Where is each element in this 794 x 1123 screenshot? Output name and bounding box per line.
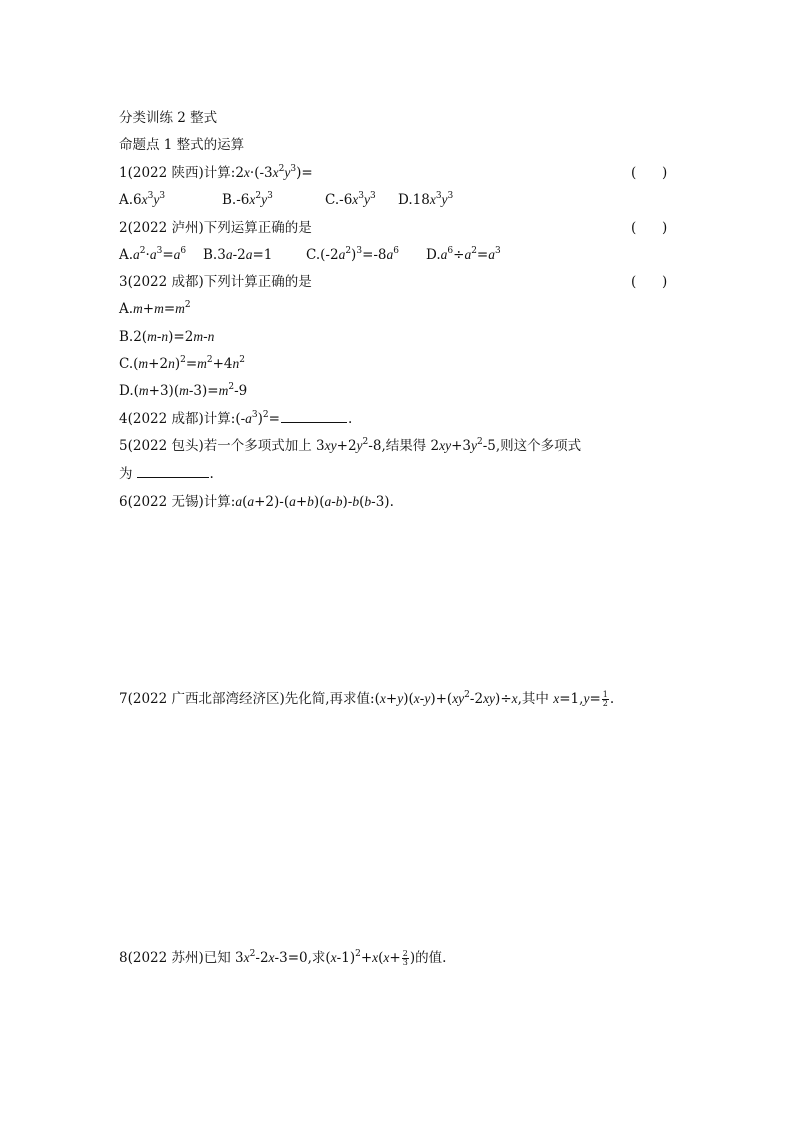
question-6: 6(2022 无锡)计算:a(a+2)-(a+b)(a-b)-b(b-3).	[119, 494, 394, 510]
question-3-option-a: $A.m+m=m^2$	[119, 300, 191, 317]
topic-title: 命题点 1 整式的运算	[119, 137, 245, 153]
question-3-option-d: $D.(m+3)(m-3)=m^2-9$	[119, 382, 248, 399]
answer-blank-5[interactable]	[137, 465, 209, 478]
question-1-options	[119, 191, 453, 209]
question-3-option-c: $C.(m+2n)^2=m^2+4n^2$	[119, 355, 246, 372]
question-1-stem: 1(2022 陕西)计算$:2x\cdot(-3x^2y^3)=$	[119, 164, 313, 181]
answer-bracket-1: ( )	[631, 165, 668, 181]
option-a: $A.a^2\cdot a^3=a^6$	[119, 246, 187, 263]
question-4: 4(2022 成都)计算$:(-a^3)^2=$ .	[119, 410, 353, 427]
option-b: $B.-6x^2y^3$	[222, 191, 273, 208]
question-5-line-2: 为 .	[119, 466, 214, 482]
fraction-one-half: $\frac{1}{2}$	[602, 690, 608, 708]
question-7: 7(2022 广西北部湾经济区)先化简,再求值$:(x+y)(x-y)+(xy^2-2xy)\div x$,其中 x=1,y= $\frac{1}{2}$ .	[119, 690, 615, 708]
option-c: $C.(-2a^2)^3=-8a^6$	[306, 246, 400, 263]
question-2-stem: 2(2022 泸州)下列运算正确的是	[119, 220, 312, 236]
question-2-options	[119, 246, 501, 264]
question-3-stem: 3(2022 成都)下列计算正确的是	[119, 274, 312, 290]
answer-blank-4[interactable]	[281, 410, 347, 423]
question-3-option-b: B.2(m-n)=2m-n	[119, 329, 215, 345]
answer-bracket-2: ( )	[631, 220, 668, 236]
option-c: $C.-6x^3y^3$	[325, 191, 376, 208]
fraction-two-thirds: $\frac{2}{3}$	[402, 949, 408, 967]
option-d: $D.18x^3y^3$	[398, 191, 454, 208]
section-title: 分类训练 2 整式	[119, 110, 218, 126]
answer-bracket-3: ( )	[631, 274, 668, 290]
question-5-line-1: 5(2022 包头)若一个多项式加上 $3xy+2y^2-8$,结果得 $2xy+3y^2-5$,则这个多项式	[119, 437, 582, 454]
option-b: B.3a-2a=1	[203, 247, 273, 263]
option-d: $D.a^6\div a^2=a^3$	[426, 246, 501, 263]
question-8: 8(2022 苏州)已知 $3x^2-2x-3=0$,求$(x-1)^2+x(x+$ $\frac{2}{3}$ )的值.	[119, 949, 447, 967]
option-a: $A.6x^3y^3$	[119, 191, 166, 208]
